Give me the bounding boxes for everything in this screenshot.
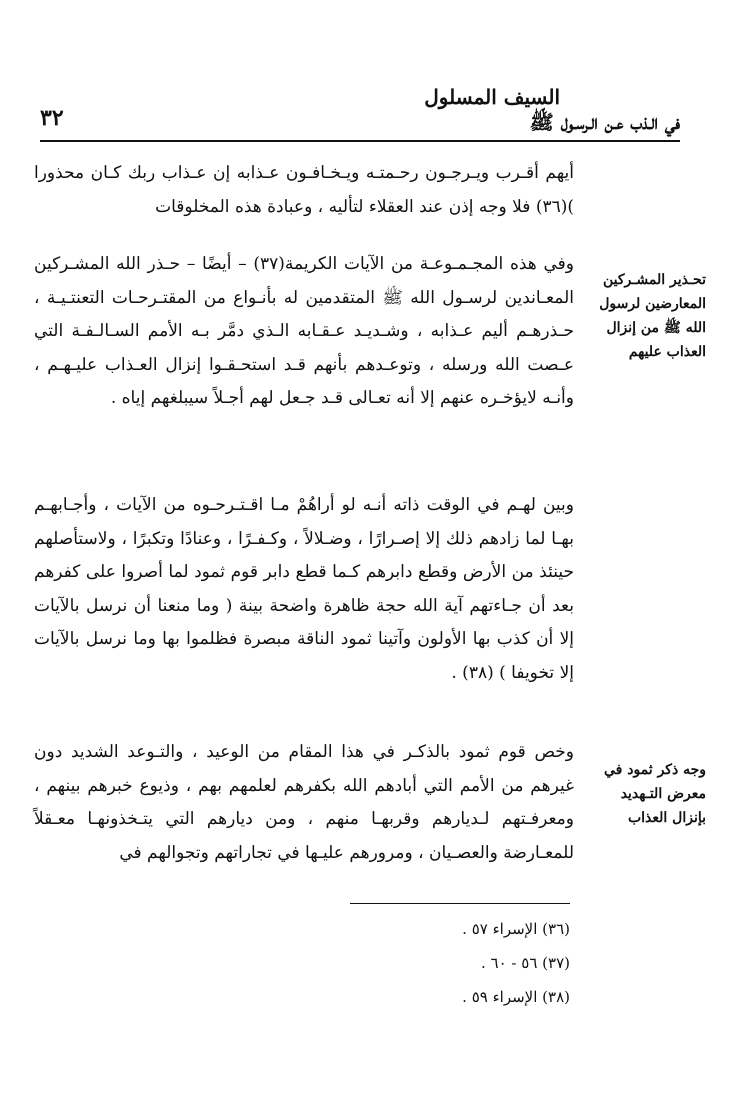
footnote-38: (٣٨) الإسراء ٥٩ .: [462, 988, 570, 1006]
sidenote-warning-polytheists: تحـذير المشـركين المعارضين لرسول الله ﷺ من إنزال العذاب عليهم: [599, 272, 706, 360]
running-header: [40, 85, 680, 137]
book-title: [280, 85, 680, 135]
paragraph-2: وفي هذه المجـمـوعـة من الآيات الكريمة(٣٧) – أيضًا – حـذر الله المشـركين المعـاندين لرسـول الله ﷺ المتقدمين له بأنـواع من المقتـرحـات التعنتـيـة ، حـذرهـم أليم عـذابه ، وشـديـد عـقـابه الـذي دمَّر بـه الأمم السـالـفـة التي عـصت الله ورسله ، وتوعـدهم بأنهم قـد استحـقـوا إنزال العـذاب عليـهـم ، وأنـه لايؤخـره عنهم إلا أنه تعـالى قـد جـعل لهم أجـلاً سيبلغهم إياه .: [34, 254, 574, 408]
page-number: ٣٢: [40, 105, 64, 131]
footnote-divider: [350, 903, 570, 904]
book-title-line-1: السيف المسلول: [424, 85, 560, 109]
footnote-37: (٣٧) ٥٦ - ٦٠ .: [480, 954, 570, 972]
book-title-line-2: في الـذب عـن الـرسـول ﷺ: [529, 110, 680, 134]
paragraph-1: أيهم أقـرب ويـرجـون رحـمتـه ويـخـافـون عـذابه إن عـذاب ربك كـان محذورا )(٣٦) فلا وجه إذن عند العقلاء لتأليه ، وعبادة هذه المخلوقات: [34, 163, 574, 217]
paragraph-4: وخص قوم ثمود بالذكـر في هذا المقام من الوعيد ، والتـوعد الشديد دون غيرهم من الأمم التي أبادهم الله بكفرهم لعلمهم بهم ، وذيوع خبرهم بينهم ، ومعرفـتهم لـديارهم وقربهـا منهم ، ومن ديارهم التي يتـخذونهـا معـقلاً للمعـارضة والعصـيان ، ومرورهم عليـها في تجاراتهم وتجوالهم في: [34, 742, 574, 863]
header-divider: [40, 140, 680, 142]
paragraph-3: وبين لهـم في الوقت ذاته أنـه لو أراهُمْ مـا اقـتـرحـوه من الآيات ، وأجـابهـم بهـا لما زادهم ذلك إلا إصـرارًا ، وضـلالاً ، وكـفـرًا ، وعنادًا وتكبرًا ، ولاستأصلهم حينئذ من الأرض وقطع دابرهم كـما قطع دابر قوم ثمود لما أصروا على كفرهم بعد أن جـاءتهم آية الله حجة ظاهرة واضحة بينة ( وما منعنا أن نرسل بالآيات إلا أن كذب بها الأولون وآتينا ثمود الناقة مبصرة فظلموا بها وما نرسل بالآيات إلا تخويفا ) (٣٨) .: [34, 495, 574, 683]
sidenote-thamud: وجه ذكر ثمود في معرض التـهديد بإنزال العذاب: [604, 762, 706, 826]
footnote-36: (٣٦) الإسراء ٥٧ .: [462, 920, 570, 938]
footnotes: [462, 912, 570, 1014]
